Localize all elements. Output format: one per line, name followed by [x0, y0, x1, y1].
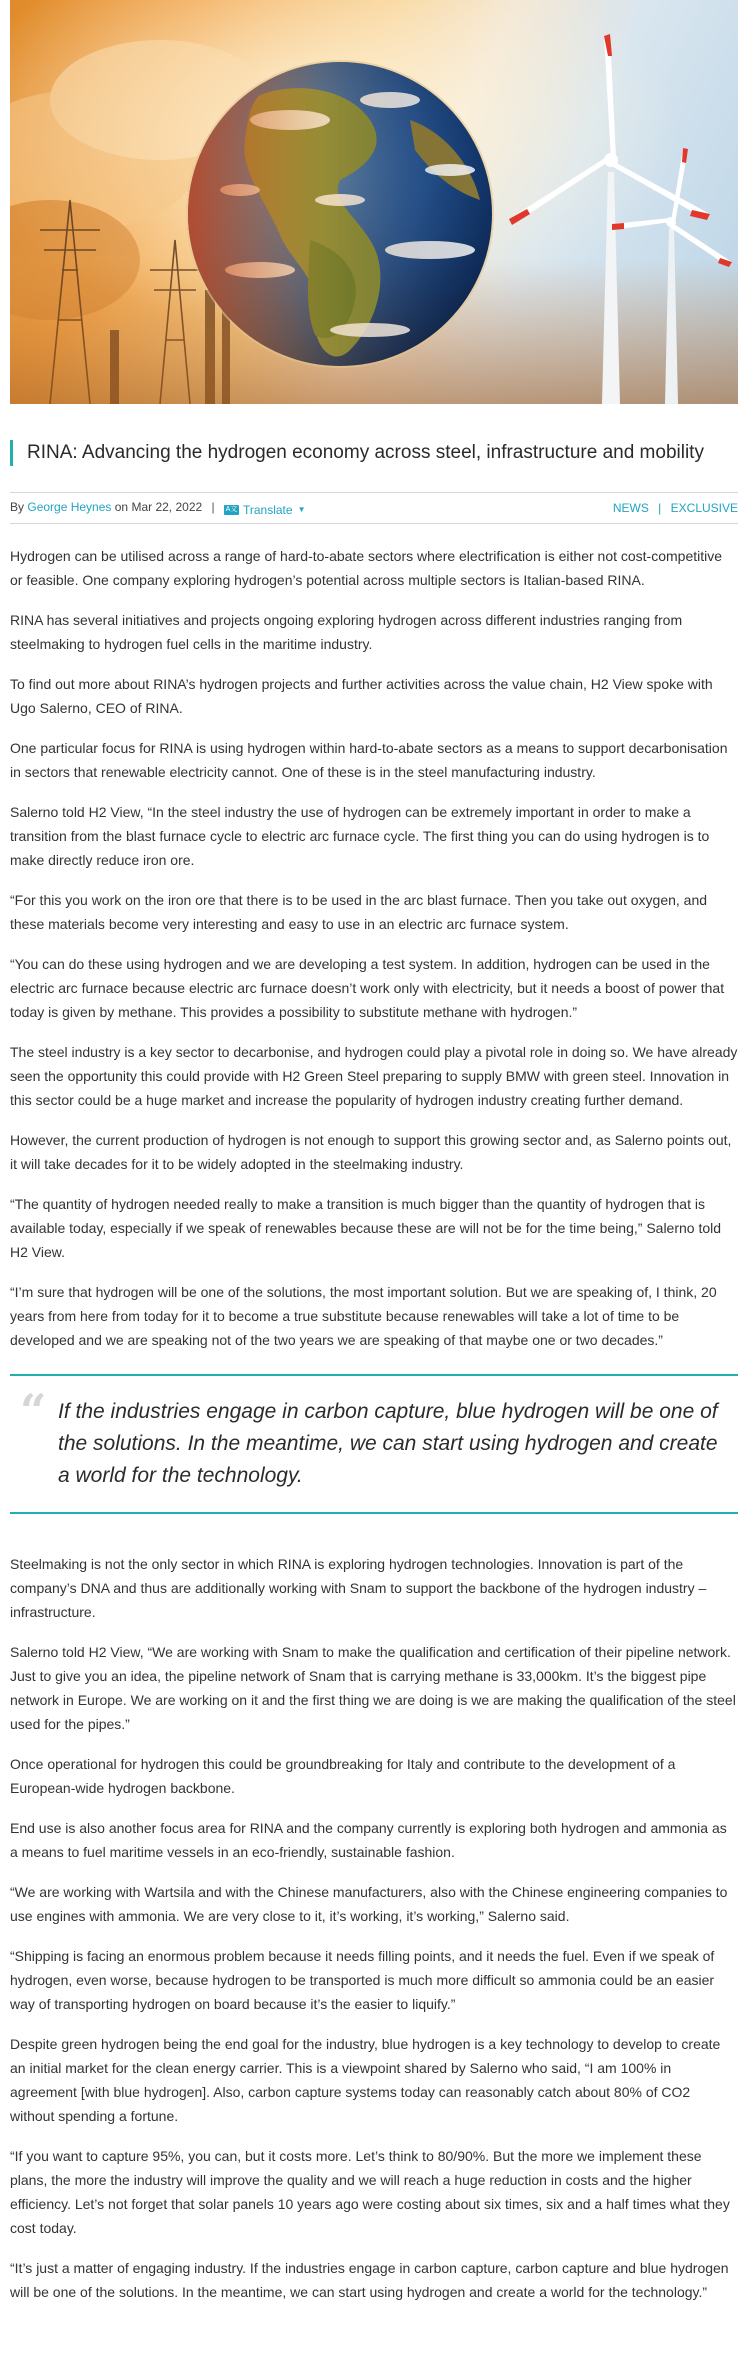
- tag-divider: |: [658, 501, 662, 515]
- publish-date: Mar 22, 2022: [131, 499, 203, 514]
- chevron-down-icon: ▼: [297, 505, 306, 514]
- paragraph: To find out more about RINA’s hydrogen projects and further activities across the value chain, H2 View spoke with Ugo Salerno, CEO of RINA.: [10, 676, 713, 716]
- paragraph: However, the current production of hydrogen is not enough to support this growing sector and, as Salerno points out, it will take decades for it to be widely adopted in the steelmaking industry.: [10, 1132, 732, 1172]
- paragraph: The steel industry is a key sector to decarbonise, and hydrogen could play a pivotal role in doing so. We have already seen the opportunity this could provide with H2 Green Steel preparing to supply BMW with green steel. Innovation in this sector could be a huge market and increase the popularity of hydrogen industry creating further demand.: [10, 1044, 738, 1108]
- article-meta: [10, 492, 738, 524]
- article-title-block: [10, 440, 738, 466]
- translate-icon: A文: [225, 505, 238, 513]
- paragraph: “For this you work on the iron ore that there is to be used in the arc blast furnace. Then you take out oxygen, and these materials become very interesting and easy to use in an electric arc furnace system.: [10, 892, 708, 932]
- paragraph: “We are working with Wartsila and with the Chinese manufacturers, also with the Chinese engineering companies to use engines with ammonia. We are very close to it, it’s working, it’s working,” Salerno said.: [10, 1884, 728, 1924]
- paragraph: “If you want to capture 95%, you can, but it costs more. Let’s think to 80/90%. But the more we implement these plans, the more the industry will improve the quality and we will reach a huge reduction in costs and the higher efficiency. Let’s not forget that solar panels 10 years ago were costing about six times, six and a half times what they cost today.: [10, 2148, 730, 2236]
- pull-quote-text: If the industries engage in carbon capture, blue hydrogen will be one of the solutions. In the meantime, we can start using hydrogen and create a world for the technology.: [58, 1400, 718, 1487]
- hero-illustration: [10, 0, 738, 404]
- paragraph: “Shipping is facing an enormous problem because it needs filling points, and it needs the fuel. Even if we speak of hydrogen, even worse, because hydrogen to be transported is much more difficult so ammonia could be an easier way of transporting hydrogen on board because it’s the easier to liquify.”: [10, 1948, 715, 2012]
- paragraph: “The quantity of hydrogen needed really to make a transition is much bigger than the quantity of hydrogen that is available today, especially if we speak of renewables because these are will not be for the time being,” Salerno told H2 View.: [10, 1196, 722, 1260]
- paragraph: Despite green hydrogen being the end goal for the industry, blue hydrogen is a key technology to develop to create an initial market for the clean energy carrier. This is a viewpoint shared by Salerno who said, “I am 100% in agreement [with blue hydrogen]. Also, carbon capture systems today can reasonably catch about 80% of CO2 without spending a fortune.: [10, 2036, 721, 2124]
- paragraph: “I’m sure that hydrogen will be one of the solutions, the most important solution. But we are speaking of, I think, 20 years from here from today for it to become a true substitute because renewables will take a lot of time to be developed and we are speaking not of the two years we are speaking of that maybe one or two decades.”: [10, 1284, 717, 1348]
- hero-image: [10, 0, 738, 404]
- paragraph: End use is also another focus area for RINA and the company currently is exploring both hydrogen and ammonia as a means to fuel maritime vessels in an eco-friendly, sustainable fashion.: [10, 1820, 727, 1860]
- paragraph: “You can do these using hydrogen and we are developing a test system. In addition, hydrogen can be used in the electric arc furnace because electric arc furnace doesn’t work only with electricity, but it needs a boost of power that today is given by methane. This provides a possibility to substitute methane with hydrogen.”: [10, 956, 725, 1020]
- translate-label: Translate: [242, 502, 293, 517]
- date-prefix: on: [114, 499, 129, 514]
- author-link[interactable]: George Heynes: [27, 499, 112, 514]
- tag-exclusive[interactable]: EXCLUSIVE: [670, 501, 738, 515]
- paragraph: “It’s just a matter of engaging industry. If the industries engage in carbon capture, carbon capture and blue hydrogen will be one of the solutions. In the meantime, we can start using hydrogen and create a world for the technology.”: [10, 2260, 729, 2300]
- paragraph: Salerno told H2 View, “We are working with Snam to make the qualification and certification of their pipeline network. Just to give you an idea, the pipeline network of Snam that is carrying methane is 33,000km. It’s the biggest pipe network in Europe. We are working on it and the first thing we are doing is we are making the qualification of the steel used for the pipes.”: [10, 1644, 736, 1732]
- article-body-part-1: [10, 544, 738, 1352]
- paragraph: One particular focus for RINA is using hydrogen within hard-to-abate sectors as a means to support decarbonisation in sectors that renewable electricity cannot. One of these is in the steel manufacturing industry.: [10, 740, 728, 780]
- paragraph: Salerno told H2 View, “In the steel industry the use of hydrogen can be extremely important in order to make a transition from the blast furnace cycle to electric arc furnace cycle. The first thing you can do using hydrogen is to make directly reduce iron ore.: [10, 804, 710, 868]
- tag-news[interactable]: NEWS: [612, 501, 649, 515]
- article-body-part-2: [10, 1552, 738, 2304]
- meta-divider: |: [211, 499, 215, 514]
- article-title: RINA: Advancing the hydrogen economy across steel, infrastructure and mobility: [27, 442, 704, 463]
- paragraph: Once operational for hydrogen this could be groundbreaking for Italy and contribute to the development of a European-wide hydrogen backbone.: [10, 1756, 676, 1796]
- quote-mark-icon: “: [20, 1384, 47, 1438]
- paragraph: Steelmaking is not the only sector in which RINA is exploring hydrogen technologies. Innovation is part of the company’s DNA and thus are additionally working with Snam to support the backbone of the hydrogen industry – infrastructure.: [10, 1556, 707, 1620]
- translate-dropdown[interactable]: [224, 503, 306, 517]
- article-tags: [613, 501, 738, 515]
- pull-quote: [10, 1374, 738, 1514]
- paragraph: RINA has several initiatives and projects ongoing exploring hydrogen across different industries ranging from steelmaking to hydrogen fuel cells in the maritime industry.: [10, 612, 683, 652]
- byline-prefix: By: [10, 499, 25, 514]
- paragraph: Hydrogen can be utilised across a range of hard-to-abate sectors where electrification is either not cost-competitive or feasible. One company exploring hydrogen’s potential across multiple sectors is Italian-based RINA.: [10, 548, 723, 588]
- byline: [10, 500, 305, 517]
